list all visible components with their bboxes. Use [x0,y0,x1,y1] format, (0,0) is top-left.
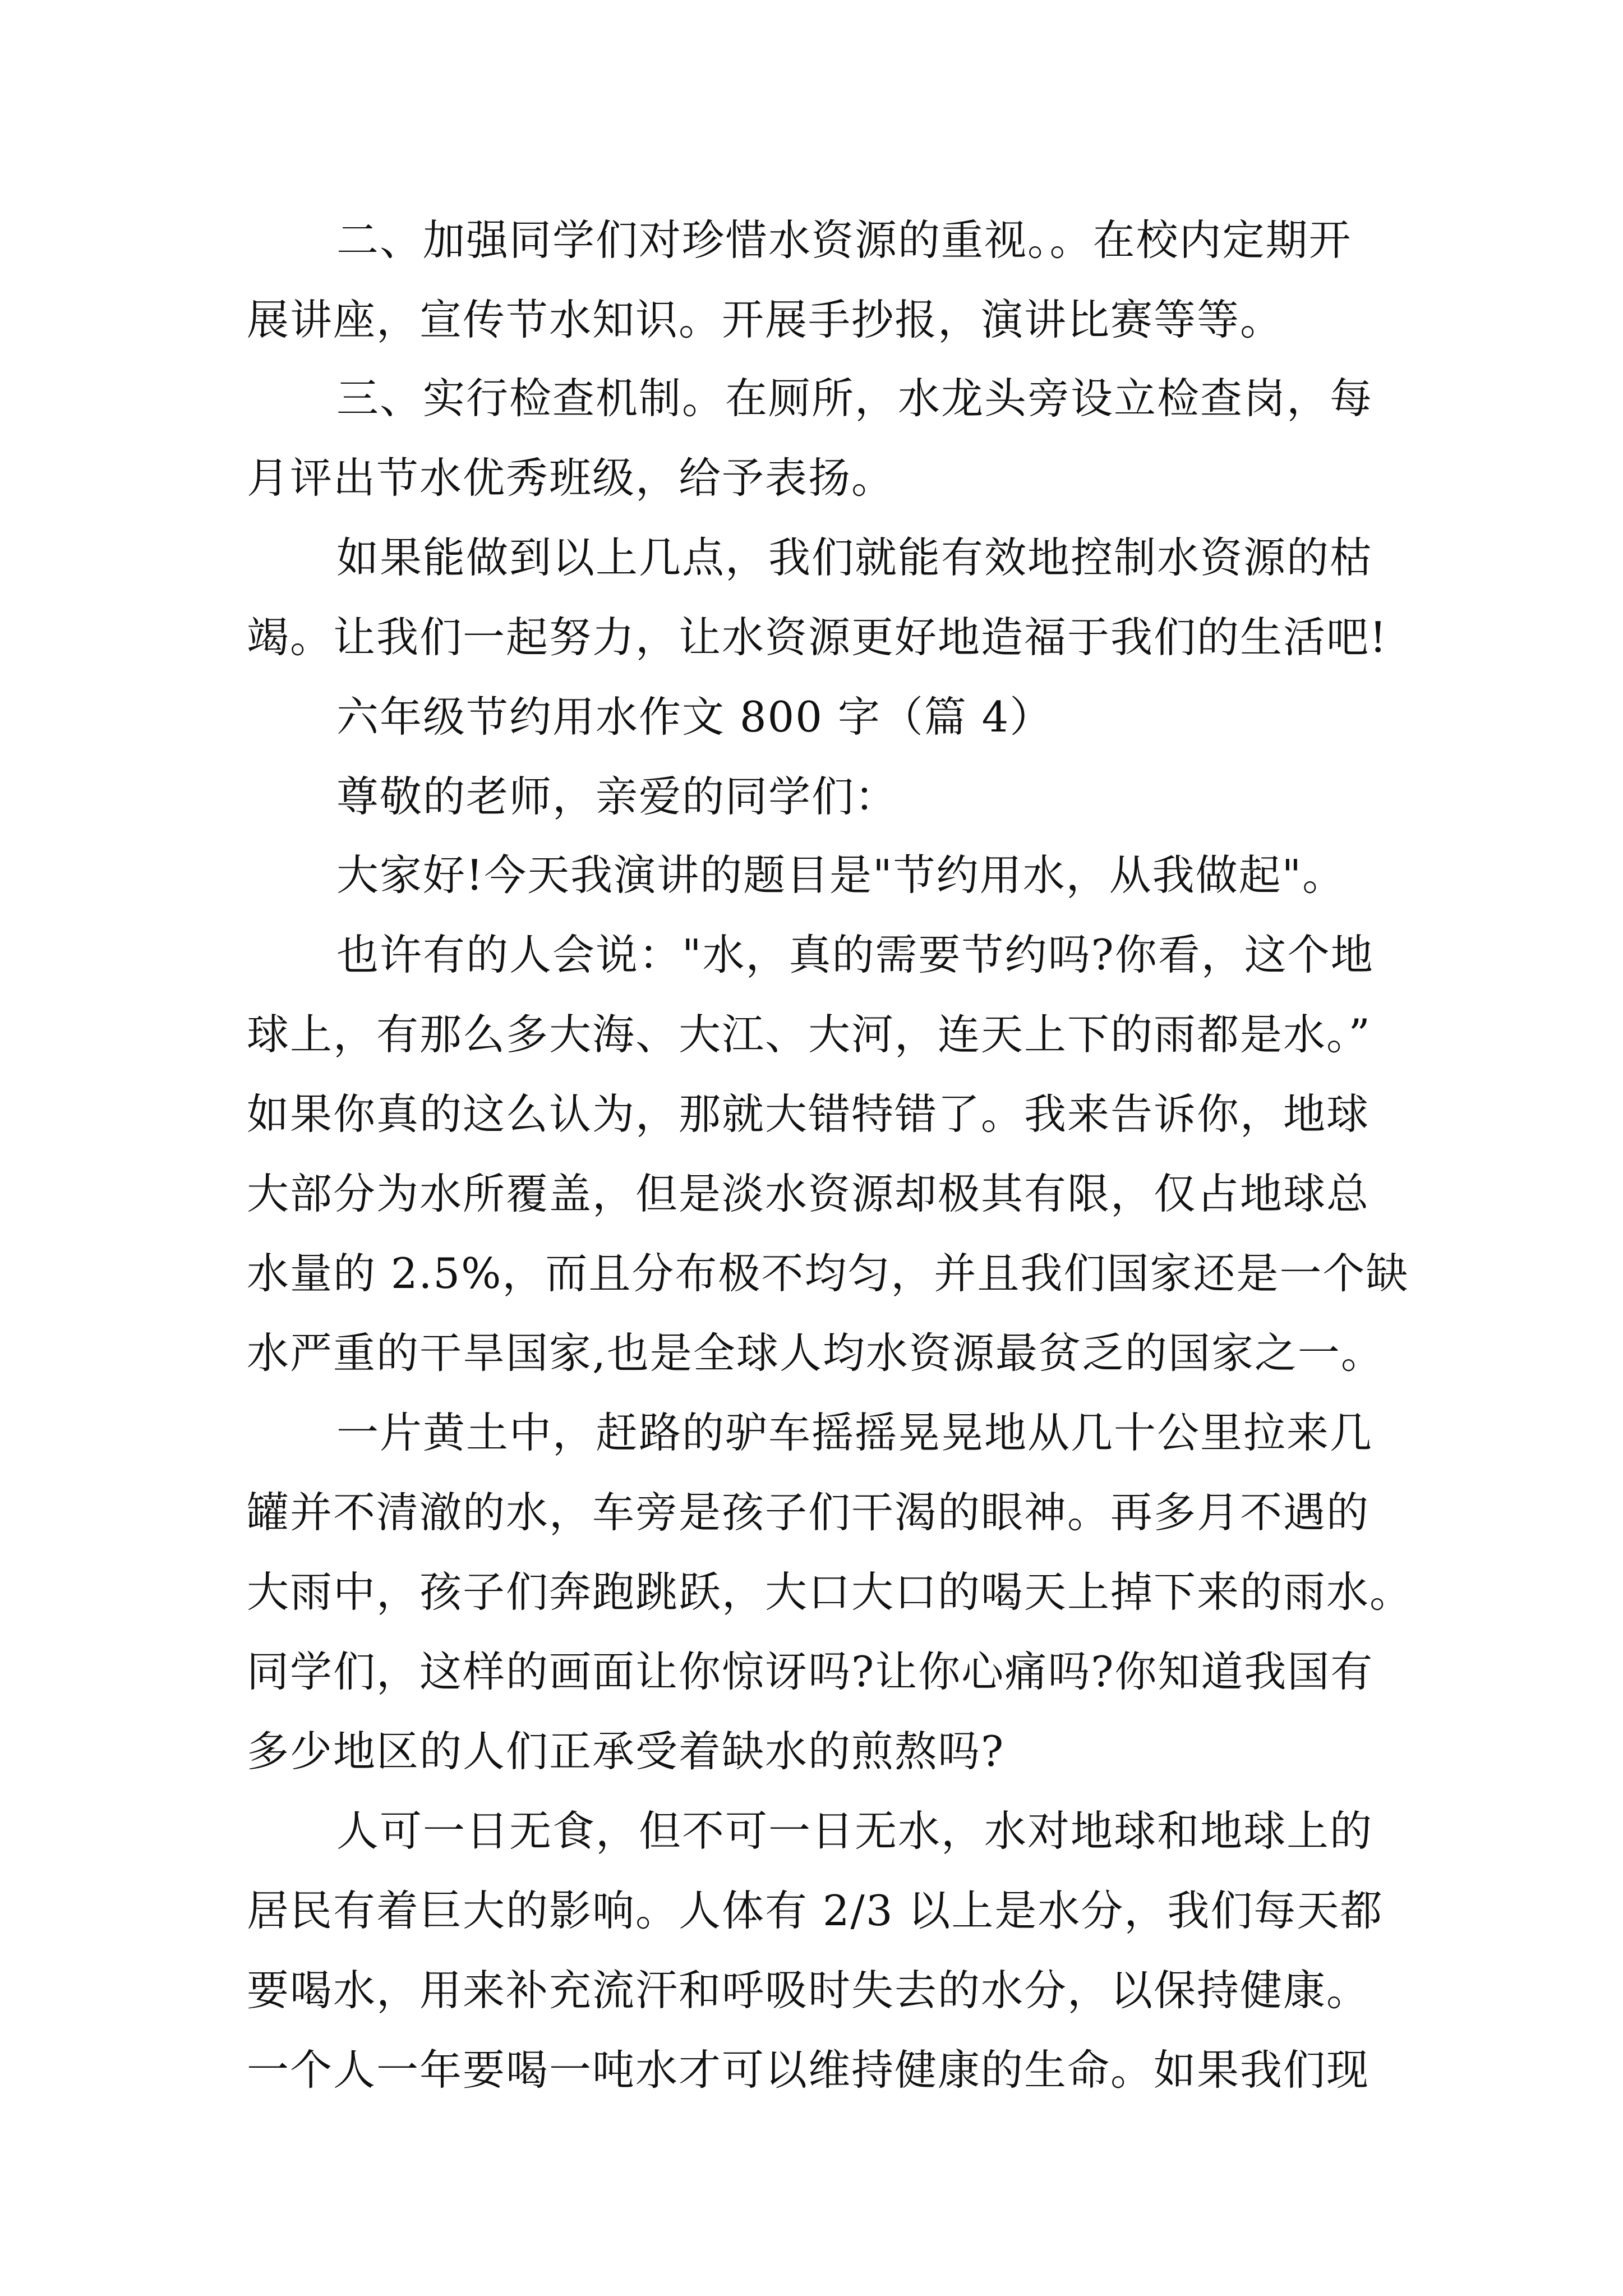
text-line-1: 二、加强同学们对珍惜水资源的重视。。在校内定期开 [336,215,1352,265]
text-line-14: 水量的 2.5%，而且分布极不均匀，并且我们国家还是一个缺 [247,1249,1409,1298]
text-line-21: 人可一日无食，但不可一日无水，水对地球和地球上的 [336,1806,1373,1856]
text-line-2: 展讲座，宣传节水知识。开展手抄报，演讲比赛等等。 [247,295,1284,344]
text-line-4: 月评出节水优秀班级，给予表扬。 [247,453,895,503]
text-line-12: 如果你真的这么认为，那就大错特错了。我来告诉你，地球 [247,1089,1370,1139]
text-line-16: 一片黄土中，赶路的驴车摇摇晃晃地从几十公里拉来几 [336,1408,1373,1457]
text-line-20: 多少地区的人们正承受着缺水的煎熬吗? [247,1727,1005,1776]
text-line-22: 居民有着巨大的影响。人体有 2/3 以上是水分，我们每天都 [247,1886,1384,1935]
text-line-11: 球上，有那么多大海、大江、大河，连天上下的雨都是水。” [247,1010,1371,1059]
text-line-18: 大雨中，孩子们奔跑跳跃，大口大口的喝天上掉下来的雨水。 [247,1567,1413,1617]
text-line-13: 大部分为水所覆盖，但是淡水资源却极其有限，仅占地球总 [247,1169,1370,1218]
text-line-6: 竭。让我们一起努力，让水资源更好地造福于我们的生活吧! [247,613,1388,662]
text-line-19: 同学们，这样的画面让你惊讶吗?让你心痛吗?你知道我国有 [247,1647,1374,1696]
text-line-5: 如果能做到以上几点，我们就能有效地控制水资源的枯 [336,533,1373,582]
text-line-17: 罐并不清澈的水，车旁是孩子们干渴的眼神。再多月不遇的 [247,1488,1370,1537]
text-line-10: 也许有的人会说："水，真的需要节约吗?你看，这个地 [336,930,1374,979]
text-line-15: 水严重的干旱国家,也是全球人均水资源最贫乏的国家之一。 [247,1328,1384,1378]
text-line-23: 要喝水，用来补充流汗和呼吸时失去的水分，以保持健康。 [247,1966,1370,2015]
salutation: 尊敬的老师，亲爱的同学们： [336,772,898,821]
text-line-24: 一个人一年要喝一吨水才可以维持健康的生命。如果我们现 [247,2045,1370,2095]
section-heading: 六年级节约用水作文 800 字（篇 4） [336,692,1053,742]
text-line-3: 三、实行检查机制。在厕所，水龙头旁设立检查岗，每 [336,374,1373,423]
text-line-9: 大家好!今天我演讲的题目是"节约用水，从我做起"。 [336,850,1346,900]
